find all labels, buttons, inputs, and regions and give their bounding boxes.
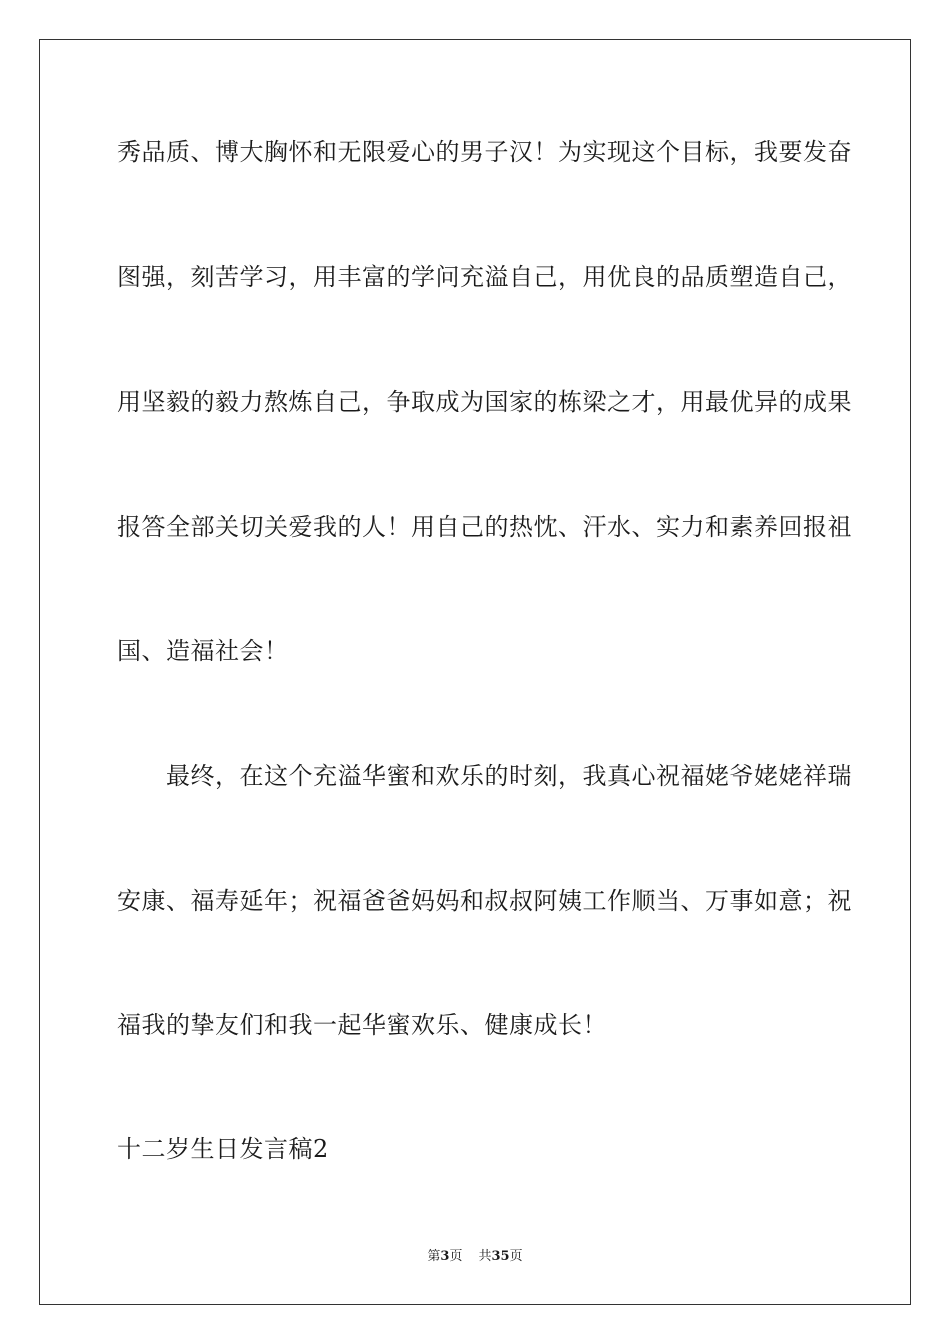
footer-total-suffix: 页 bbox=[509, 1249, 523, 1264]
page-footer bbox=[0, 1248, 950, 1266]
page-border bbox=[39, 39, 911, 1305]
footer-page-suffix: 页 bbox=[449, 1249, 463, 1264]
text-line: 图强，刻苦学习，用丰富的学问充溢自己，用优良的品质塑造自己， bbox=[117, 263, 852, 291]
text-line: 安康、福寿延年；祝福爸爸妈妈和叔叔阿姨工作顺当、万事如意；祝 bbox=[117, 887, 852, 915]
text-line: 最终，在这个充溢华蜜和欢乐的时刻，我真心祝福姥爷姥姥祥瑞 bbox=[117, 762, 852, 790]
section-heading: 十二岁生日发言稿2 bbox=[117, 1135, 329, 1163]
text-line: 秀品质、博大胸怀和无限爱心的男子汉！为实现这个目标，我要发奋 bbox=[117, 138, 852, 166]
text-line: 福我的挚友们和我一起华蜜欢乐、健康成长！ bbox=[117, 1011, 607, 1039]
footer-page-prefix: 第 bbox=[427, 1249, 441, 1264]
text-line: 用坚毅的毅力熬炼自己，争取成为国家的栋梁之才，用最优异的成果 bbox=[117, 388, 852, 416]
footer-page-number: 3 bbox=[440, 1249, 450, 1264]
footer-total-number: 35 bbox=[491, 1249, 510, 1264]
footer-total-prefix: 共 bbox=[478, 1249, 492, 1264]
text-line: 报答全部关切关爱我的人！用自己的热忱、汗水、实力和素养回报祖 bbox=[117, 513, 852, 541]
text-line: 国、造福社会！ bbox=[117, 637, 289, 665]
